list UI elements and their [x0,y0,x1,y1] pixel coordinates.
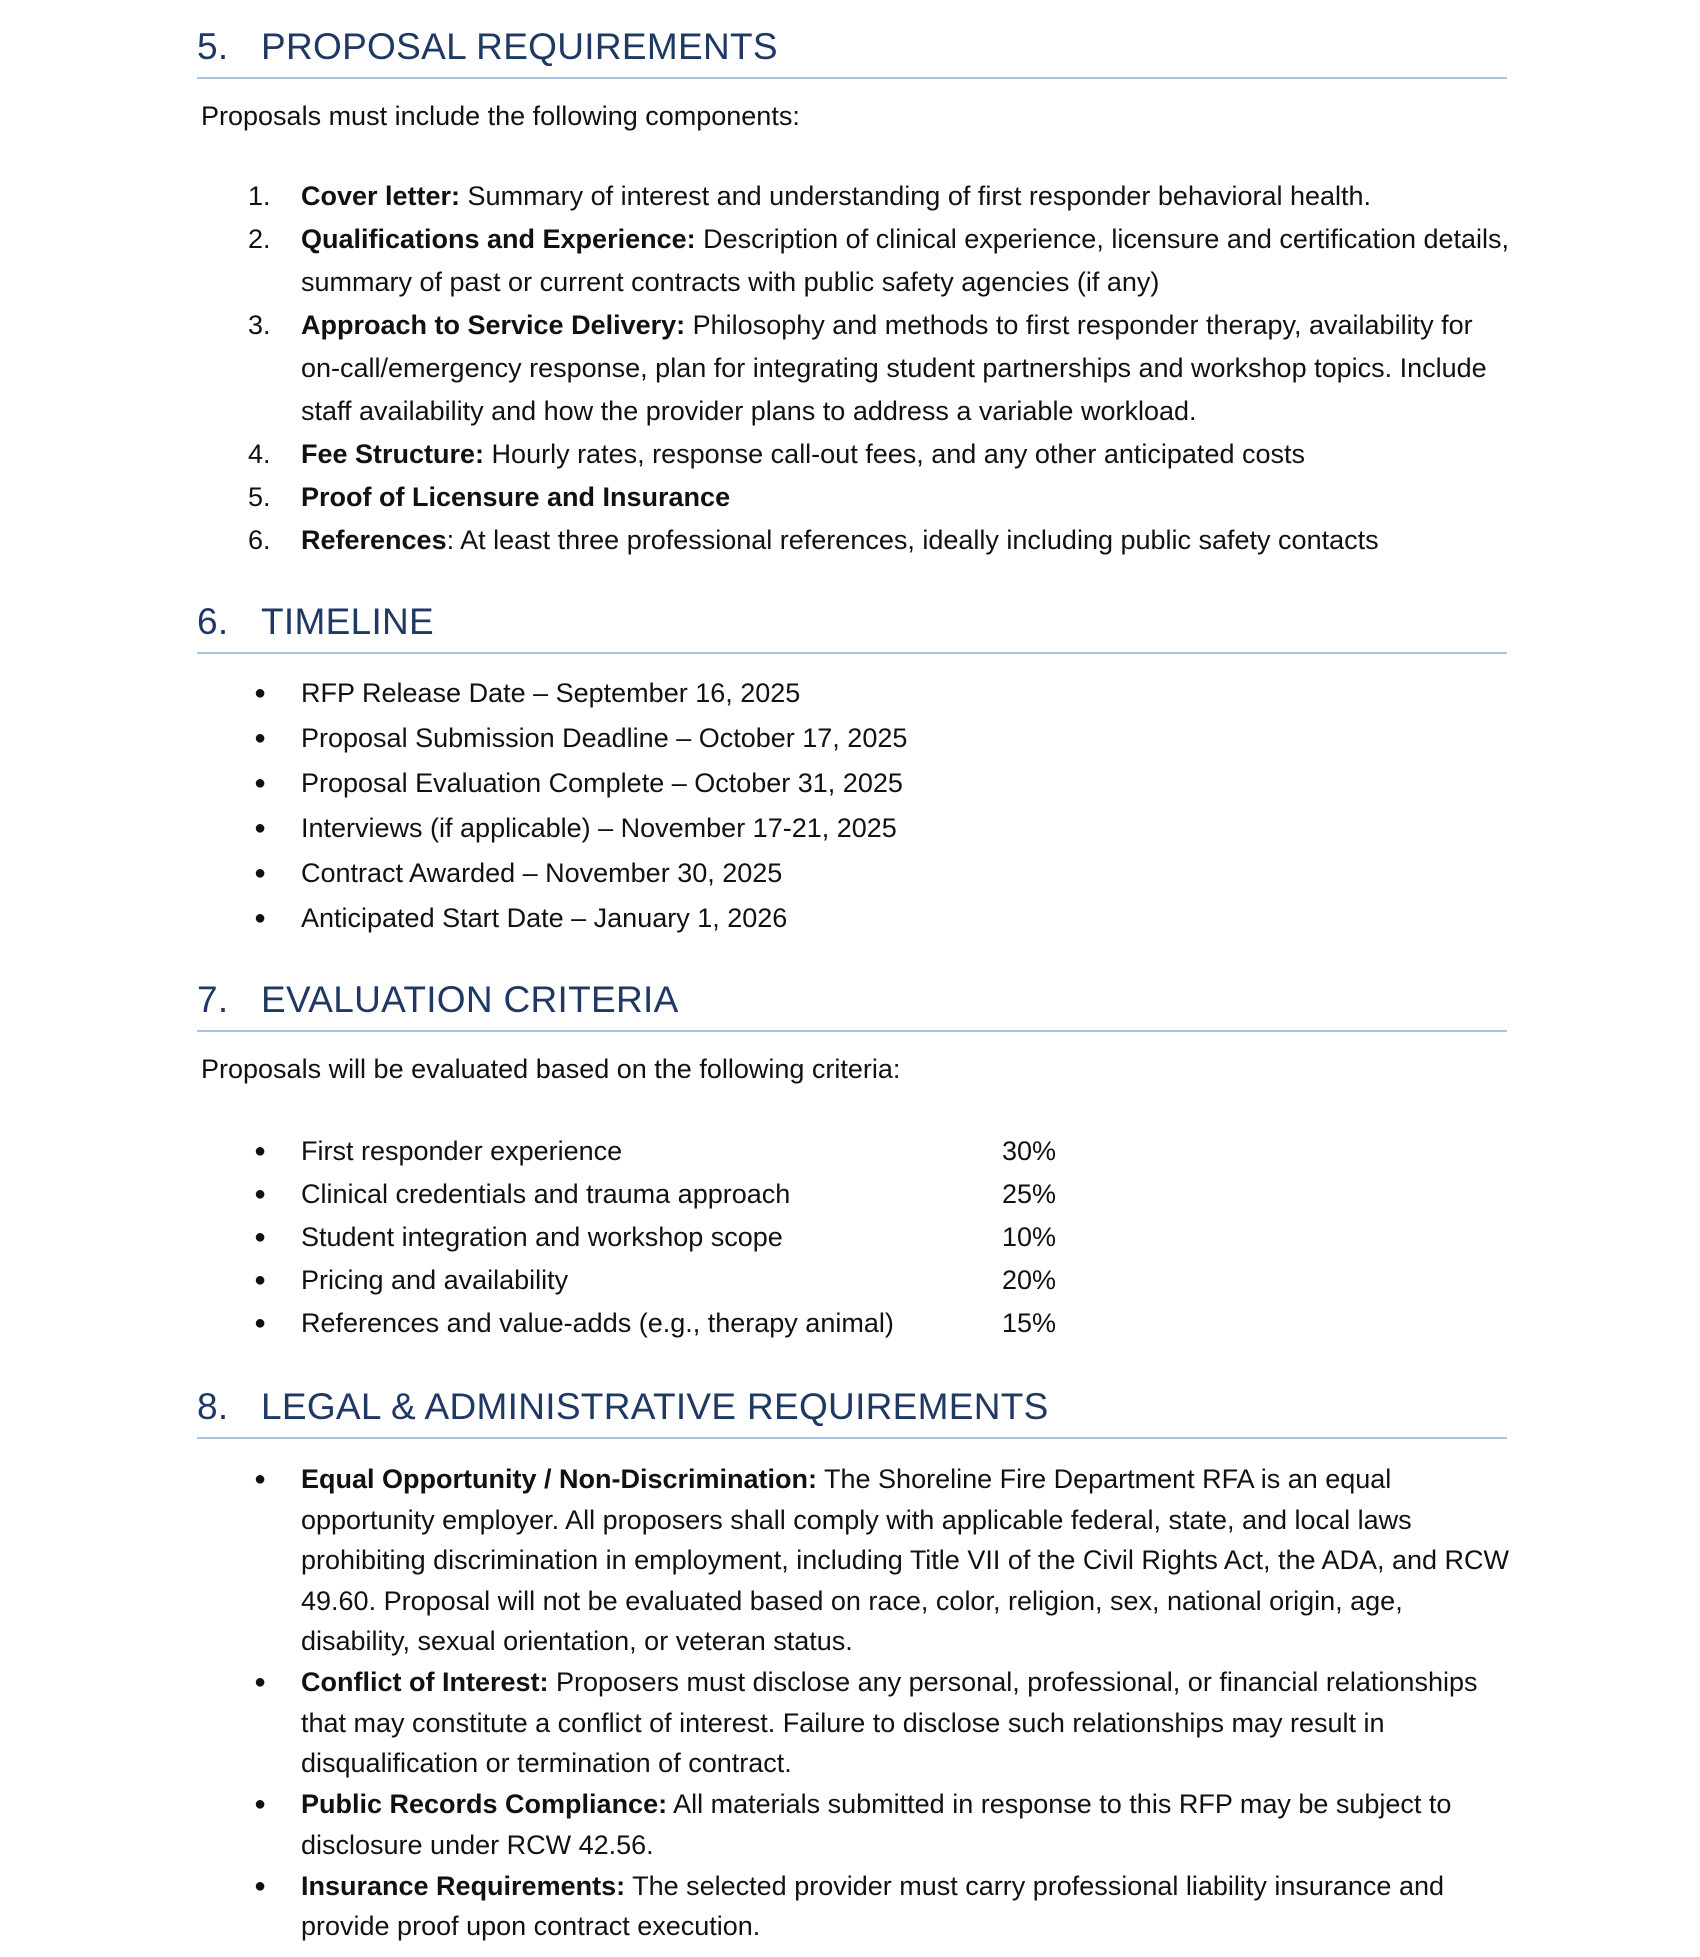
list-item [250,1459,1510,1662]
item-term: Fee Structure: [301,439,485,469]
section-title: EVALUATION CRITERIA [261,979,679,1020]
list-item [250,304,1510,433]
section-divider [197,1030,1507,1032]
list-number: 2. [248,224,271,254]
item-term: Equal Opportunity / Non-Discrimination: [301,1464,817,1494]
list-item [250,761,1510,806]
criteria-label: Pricing and availability [301,1265,569,1295]
bullet-icon: ● [254,682,267,704]
item-term: Cover letter: [301,181,461,211]
criteria-label: Student integration and workshop scope [301,1222,783,1252]
item-term: Insurance Requirements: [301,1870,626,1901]
item-text: All materials submitted in response to this RFP may be subject to disclosure under RCW 42.56. [301,1789,1452,1860]
section-title: TIMELINE [261,601,435,642]
bullet-icon: ● [254,772,267,794]
bullet-icon: ● [254,1226,267,1248]
section-heading-proposal-requirements [197,25,1507,69]
item-text: : At least three professional references, ideally including public safety contacts [446,525,1379,555]
section-intro: Proposals will be evaluated based on the following criteria: [201,1054,901,1084]
timeline-entry: Anticipated Start Date – January 1, 2026 [301,903,788,933]
criteria-row [250,1302,1510,1345]
timeline-entry: Proposal Submission Deadline – October 17, 2025 [301,723,908,753]
timeline-entry: Contract Awarded – November 30, 2025 [301,858,783,888]
bullet-icon: ● [254,1312,267,1334]
criteria-label: Clinical credentials and trauma approach [301,1179,791,1209]
section-heading-timeline [197,600,1507,644]
list-item [250,175,1510,218]
bullet-icon: ● [254,907,267,929]
section-number: 8. [197,1386,229,1427]
section-intro: Proposals must include the following components: [201,101,800,131]
item-text: Hourly rates, response call-out fees, and any other anticipated costs [484,439,1305,469]
list-item [250,671,1510,716]
list-item [250,1784,1510,1865]
bullet-icon: ● [254,727,267,749]
list-number: 5. [248,482,271,512]
timeline-entry: Proposal Evaluation Complete – October 31, 2025 [301,768,903,798]
section-number: 6. [197,601,229,642]
item-text: Summary of interest and understanding of first responder behavioral health. [460,181,1372,211]
list-item [250,1866,1510,1947]
item-text: Description of clinical experience, licensure and certification details, summary of past or current contracts with public safety agencies (if any) [301,224,1510,297]
bullet-icon: ● [254,1793,267,1815]
section-heading-evaluation-criteria [197,978,1507,1022]
timeline-list [250,671,1510,941]
item-text: Proposers must disclose any personal, professional, or financial relationships that may constitute a conflict of interest. Failure to disclose such relationships may result in disqualification or termination of contract. [301,1667,1478,1778]
list-item [250,806,1510,851]
bullet-icon: ● [254,817,267,839]
criteria-row [250,1216,1510,1259]
list-item [250,1662,1510,1784]
timeline-entry: RFP Release Date – September 16, 2025 [301,678,801,708]
criteria-weight: 20% [1002,1265,1057,1295]
list-item [250,218,1510,304]
item-term: Conflict of Interest: [301,1667,549,1697]
item-term: Qualifications and Experience: [301,224,696,254]
bullet-icon: ● [254,1269,267,1291]
list-number: 3. [248,310,271,340]
list-item [250,896,1510,941]
list-number: 4. [248,439,271,469]
legal-requirements-list [250,1459,1510,1947]
list-item [250,433,1510,476]
timeline-entry: Interviews (if applicable) – November 17-21, 2025 [301,813,897,843]
section-title: LEGAL & ADMINISTRATIVE REQUIREMENTS [261,1386,1049,1427]
bullet-icon: ● [254,1874,267,1897]
item-text: The Shoreline Fire Department RFA is an equal opportunity employer. All proposers shall comply with applicable federal, state, and local laws prohibiting discrimination in employment, including Title VII of the Civil Rights Act, the ADA, and RCW 49.60. Proposal will not be evaluated based on race, color, religion, sex, national origin, age, disability, sexual orientation, or veteran status. [301,1464,1510,1656]
requirements-list [250,175,1510,562]
list-item [250,476,1510,519]
criteria-row [250,1173,1510,1216]
section-number: 7. [197,979,229,1020]
item-term: Approach to Service Delivery: [301,310,686,340]
section-title: PROPOSAL REQUIREMENTS [261,26,778,67]
section-divider [197,77,1507,79]
criteria-weight: 30% [1002,1136,1057,1166]
item-term: Public Records Compliance: [301,1789,668,1819]
section-divider [197,1437,1507,1439]
criteria-weight: 10% [1002,1222,1057,1252]
list-number: 6. [248,525,271,555]
item-text: The selected provider must carry professional liability insurance and provide proof upon contract execution. [301,1870,1444,1941]
bullet-icon: ● [254,1140,267,1162]
list-number: 1. [248,181,271,211]
list-item [250,716,1510,761]
item-term: References [301,525,447,555]
criteria-list [250,1130,1510,1345]
section-heading-legal-administrative [197,1385,1507,1429]
criteria-label: References and value-adds (e.g., therapy animal) [301,1308,894,1338]
bullet-icon: ● [254,862,267,884]
bullet-icon: ● [254,1183,267,1205]
criteria-weight: 25% [1002,1179,1057,1209]
criteria-label: First responder experience [301,1136,623,1166]
list-item [250,519,1510,562]
list-item [250,851,1510,896]
item-term: Proof of Licensure and Insurance [301,482,731,512]
item-text: Philosophy and methods to first responder therapy, availability for on-call/emergency response, plan for integrating student partnerships and workshop topics. Include staff availability and how the provider plans to address a variable workload. [301,310,1487,426]
bullet-icon: ● [254,1468,267,1490]
criteria-row [250,1259,1510,1302]
criteria-row [250,1130,1510,1173]
section-number: 5. [197,26,229,67]
criteria-weight: 15% [1002,1308,1057,1338]
bullet-icon: ● [254,1671,267,1693]
section-divider [197,652,1507,654]
